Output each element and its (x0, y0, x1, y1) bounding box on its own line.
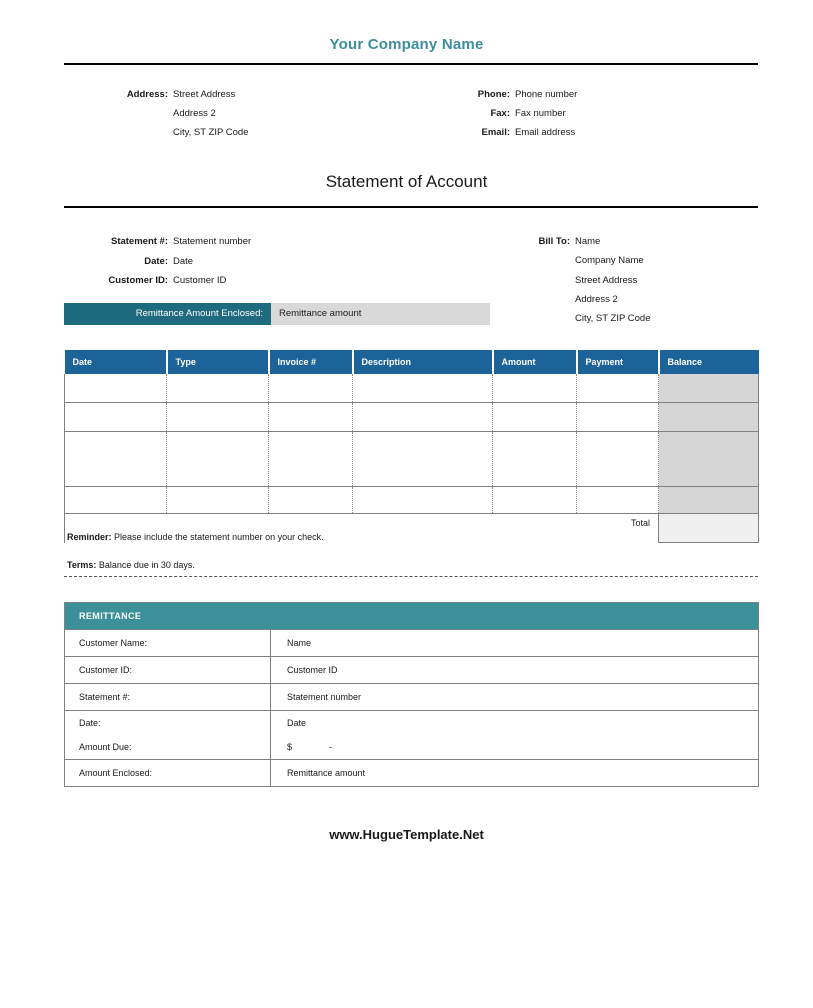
header-divider-rule (64, 63, 758, 65)
column-header-amount[interactable]: Amount (493, 350, 577, 374)
phone-row (400, 85, 700, 104)
footer-website[interactable]: www.HugueTemplate.Net (329, 827, 484, 842)
column-header-description[interactable]: Description (353, 350, 493, 374)
statement-date-label: Date: (144, 255, 168, 267)
table-header-row (65, 350, 759, 374)
cell-type[interactable] (167, 403, 269, 432)
bill-to-label-5 (500, 309, 575, 328)
address-label-2 (64, 104, 173, 123)
address-value-3: City, ST ZIP Code (173, 127, 249, 138)
statement-meta-block (64, 232, 251, 291)
title-divider-rule (64, 206, 758, 208)
bill-to-row (500, 232, 651, 251)
cell-date[interactable] (65, 374, 167, 403)
total-spacer (493, 514, 577, 543)
bill-to-block (500, 232, 651, 328)
statement-number-label: Statement #: (110, 236, 168, 247)
remittance-value-amount-enclosed[interactable]: Remittance amount (271, 760, 759, 787)
cell-balance (659, 374, 759, 403)
company-address-block (64, 85, 364, 142)
cell-payment[interactable] (577, 432, 659, 487)
remittance-row-statement-number (65, 684, 759, 711)
remittance-label-customer-id: Customer ID: (65, 657, 271, 684)
remittance-slip-header-row (65, 603, 759, 630)
bill-to-label-2 (500, 251, 575, 270)
remittance-label-date: Date: (65, 711, 271, 736)
cell-date[interactable] (65, 487, 167, 514)
total-value (659, 514, 759, 543)
tear-off-dashed-separator (64, 576, 758, 577)
cell-invoice[interactable] (269, 403, 353, 432)
phone-value: Phone number (515, 89, 578, 100)
cell-balance (659, 432, 759, 487)
customer-id-label: Customer ID: (108, 275, 168, 286)
address-label-3 (64, 123, 173, 142)
table-row[interactable] (65, 374, 759, 403)
remittance-slip-table (64, 602, 759, 787)
customer-id-row (64, 271, 251, 291)
fax-row (400, 104, 700, 123)
remittance-slip-title: REMITTANCE (65, 603, 759, 630)
cell-description[interactable] (353, 403, 493, 432)
cell-date[interactable] (65, 432, 167, 487)
cell-description[interactable] (353, 432, 493, 487)
currency-symbol: $ (287, 742, 293, 752)
address-value-2: Address 2 (173, 108, 216, 119)
remittance-value-date[interactable]: Date (271, 711, 759, 736)
bill-to-label-3 (500, 271, 575, 290)
column-header-type[interactable]: Type (167, 350, 269, 374)
table-row[interactable] (65, 487, 759, 514)
cell-amount[interactable] (493, 374, 577, 403)
terms-line (67, 559, 324, 571)
cell-payment[interactable] (577, 487, 659, 514)
reminder-label: Reminder: (67, 532, 112, 542)
bill-to-city: City, ST ZIP Code (575, 313, 651, 325)
column-header-payment[interactable]: Payment (577, 350, 659, 374)
remittance-value-amount-due[interactable] (271, 735, 759, 760)
cell-type[interactable] (167, 374, 269, 403)
address-row (64, 123, 364, 142)
email-row (400, 123, 700, 142)
remittance-row-customer-id (65, 657, 759, 684)
notes-block (67, 531, 324, 587)
company-contact-block (400, 85, 700, 142)
address-row (64, 104, 364, 123)
remittance-value-customer-name[interactable]: Name (271, 630, 759, 657)
bill-to-label-4 (500, 290, 575, 309)
fax-value: Fax number (515, 108, 566, 119)
cell-balance (659, 487, 759, 514)
remittance-label-amount-enclosed: Amount Enclosed: (65, 760, 271, 787)
statement-number-value: Statement number (173, 236, 252, 247)
remittance-value-statement-number[interactable]: Statement number (271, 684, 759, 711)
cell-type[interactable] (167, 487, 269, 514)
remittance-row-date (65, 711, 759, 736)
bill-to-label: Bill To: (538, 236, 570, 247)
remittance-value-customer-id[interactable]: Customer ID (271, 657, 759, 684)
remittance-row-amount-enclosed (65, 760, 759, 787)
address-label: Address: (126, 89, 168, 100)
table-row[interactable] (65, 432, 759, 487)
remittance-label-statement-number: Statement #: (65, 684, 271, 711)
cell-date[interactable] (65, 403, 167, 432)
bill-to-street: Street Address (575, 274, 638, 286)
bill-to-company: Company Name (575, 255, 644, 267)
email-label: Email: (481, 127, 510, 138)
remittance-amount-enclosed-label: Remittance Amount Enclosed: (64, 303, 271, 325)
terms-text: Balance due in 30 days. (98, 560, 195, 570)
terms-label: Terms: (67, 560, 97, 570)
remittance-row-customer-name (65, 630, 759, 657)
remittance-row-amount-due (65, 735, 759, 760)
bill-to-row (500, 309, 651, 328)
statement-date-row (64, 252, 251, 272)
cell-payment[interactable] (577, 374, 659, 403)
cell-description[interactable] (353, 374, 493, 403)
statement-number-row (64, 232, 251, 252)
company-name: Your Company Name (329, 36, 484, 53)
customer-id-value: Customer ID (173, 275, 227, 286)
amount-due-value: - (329, 742, 332, 752)
cell-amount[interactable] (493, 487, 577, 514)
bill-to-row (500, 271, 651, 290)
column-header-invoice[interactable]: Invoice # (269, 350, 353, 374)
cell-balance (659, 403, 759, 432)
reminder-text: Please include the statement number on your check. (114, 532, 324, 542)
remittance-amount-enclosed-bar (64, 303, 490, 325)
line-items-table (64, 350, 759, 543)
cell-description[interactable] (353, 487, 493, 514)
table-row[interactable] (65, 403, 759, 432)
column-header-date[interactable]: Date (65, 350, 167, 374)
address-value: Street Address (173, 89, 236, 100)
remittance-label-amount-due: Amount Due: (65, 735, 271, 760)
cell-invoice[interactable] (269, 432, 353, 487)
total-label: Total (630, 518, 650, 528)
email-value: Email address (515, 127, 576, 138)
remittance-label-customer-name: Customer Name: (65, 630, 271, 657)
page-title: Statement of Account (325, 172, 488, 191)
address-row (64, 85, 364, 104)
cell-type[interactable] (167, 432, 269, 487)
cell-payment[interactable] (577, 403, 659, 432)
bill-to-row (500, 290, 651, 309)
remittance-amount-enclosed-field[interactable]: Remittance amount (271, 303, 490, 325)
statement-date-value: Date (173, 255, 194, 267)
reminder-line (67, 531, 324, 543)
phone-label: Phone: (477, 89, 510, 100)
column-header-balance[interactable]: Balance (659, 350, 759, 374)
total-spacer (353, 514, 493, 543)
cell-invoice[interactable] (269, 487, 353, 514)
cell-amount[interactable] (493, 432, 577, 487)
bill-to-row (500, 251, 651, 270)
fax-label: Fax: (490, 108, 510, 119)
cell-amount[interactable] (493, 403, 577, 432)
bill-to-name: Name (575, 236, 601, 247)
cell-invoice[interactable] (269, 374, 353, 403)
bill-to-address2: Address 2 (575, 293, 618, 305)
